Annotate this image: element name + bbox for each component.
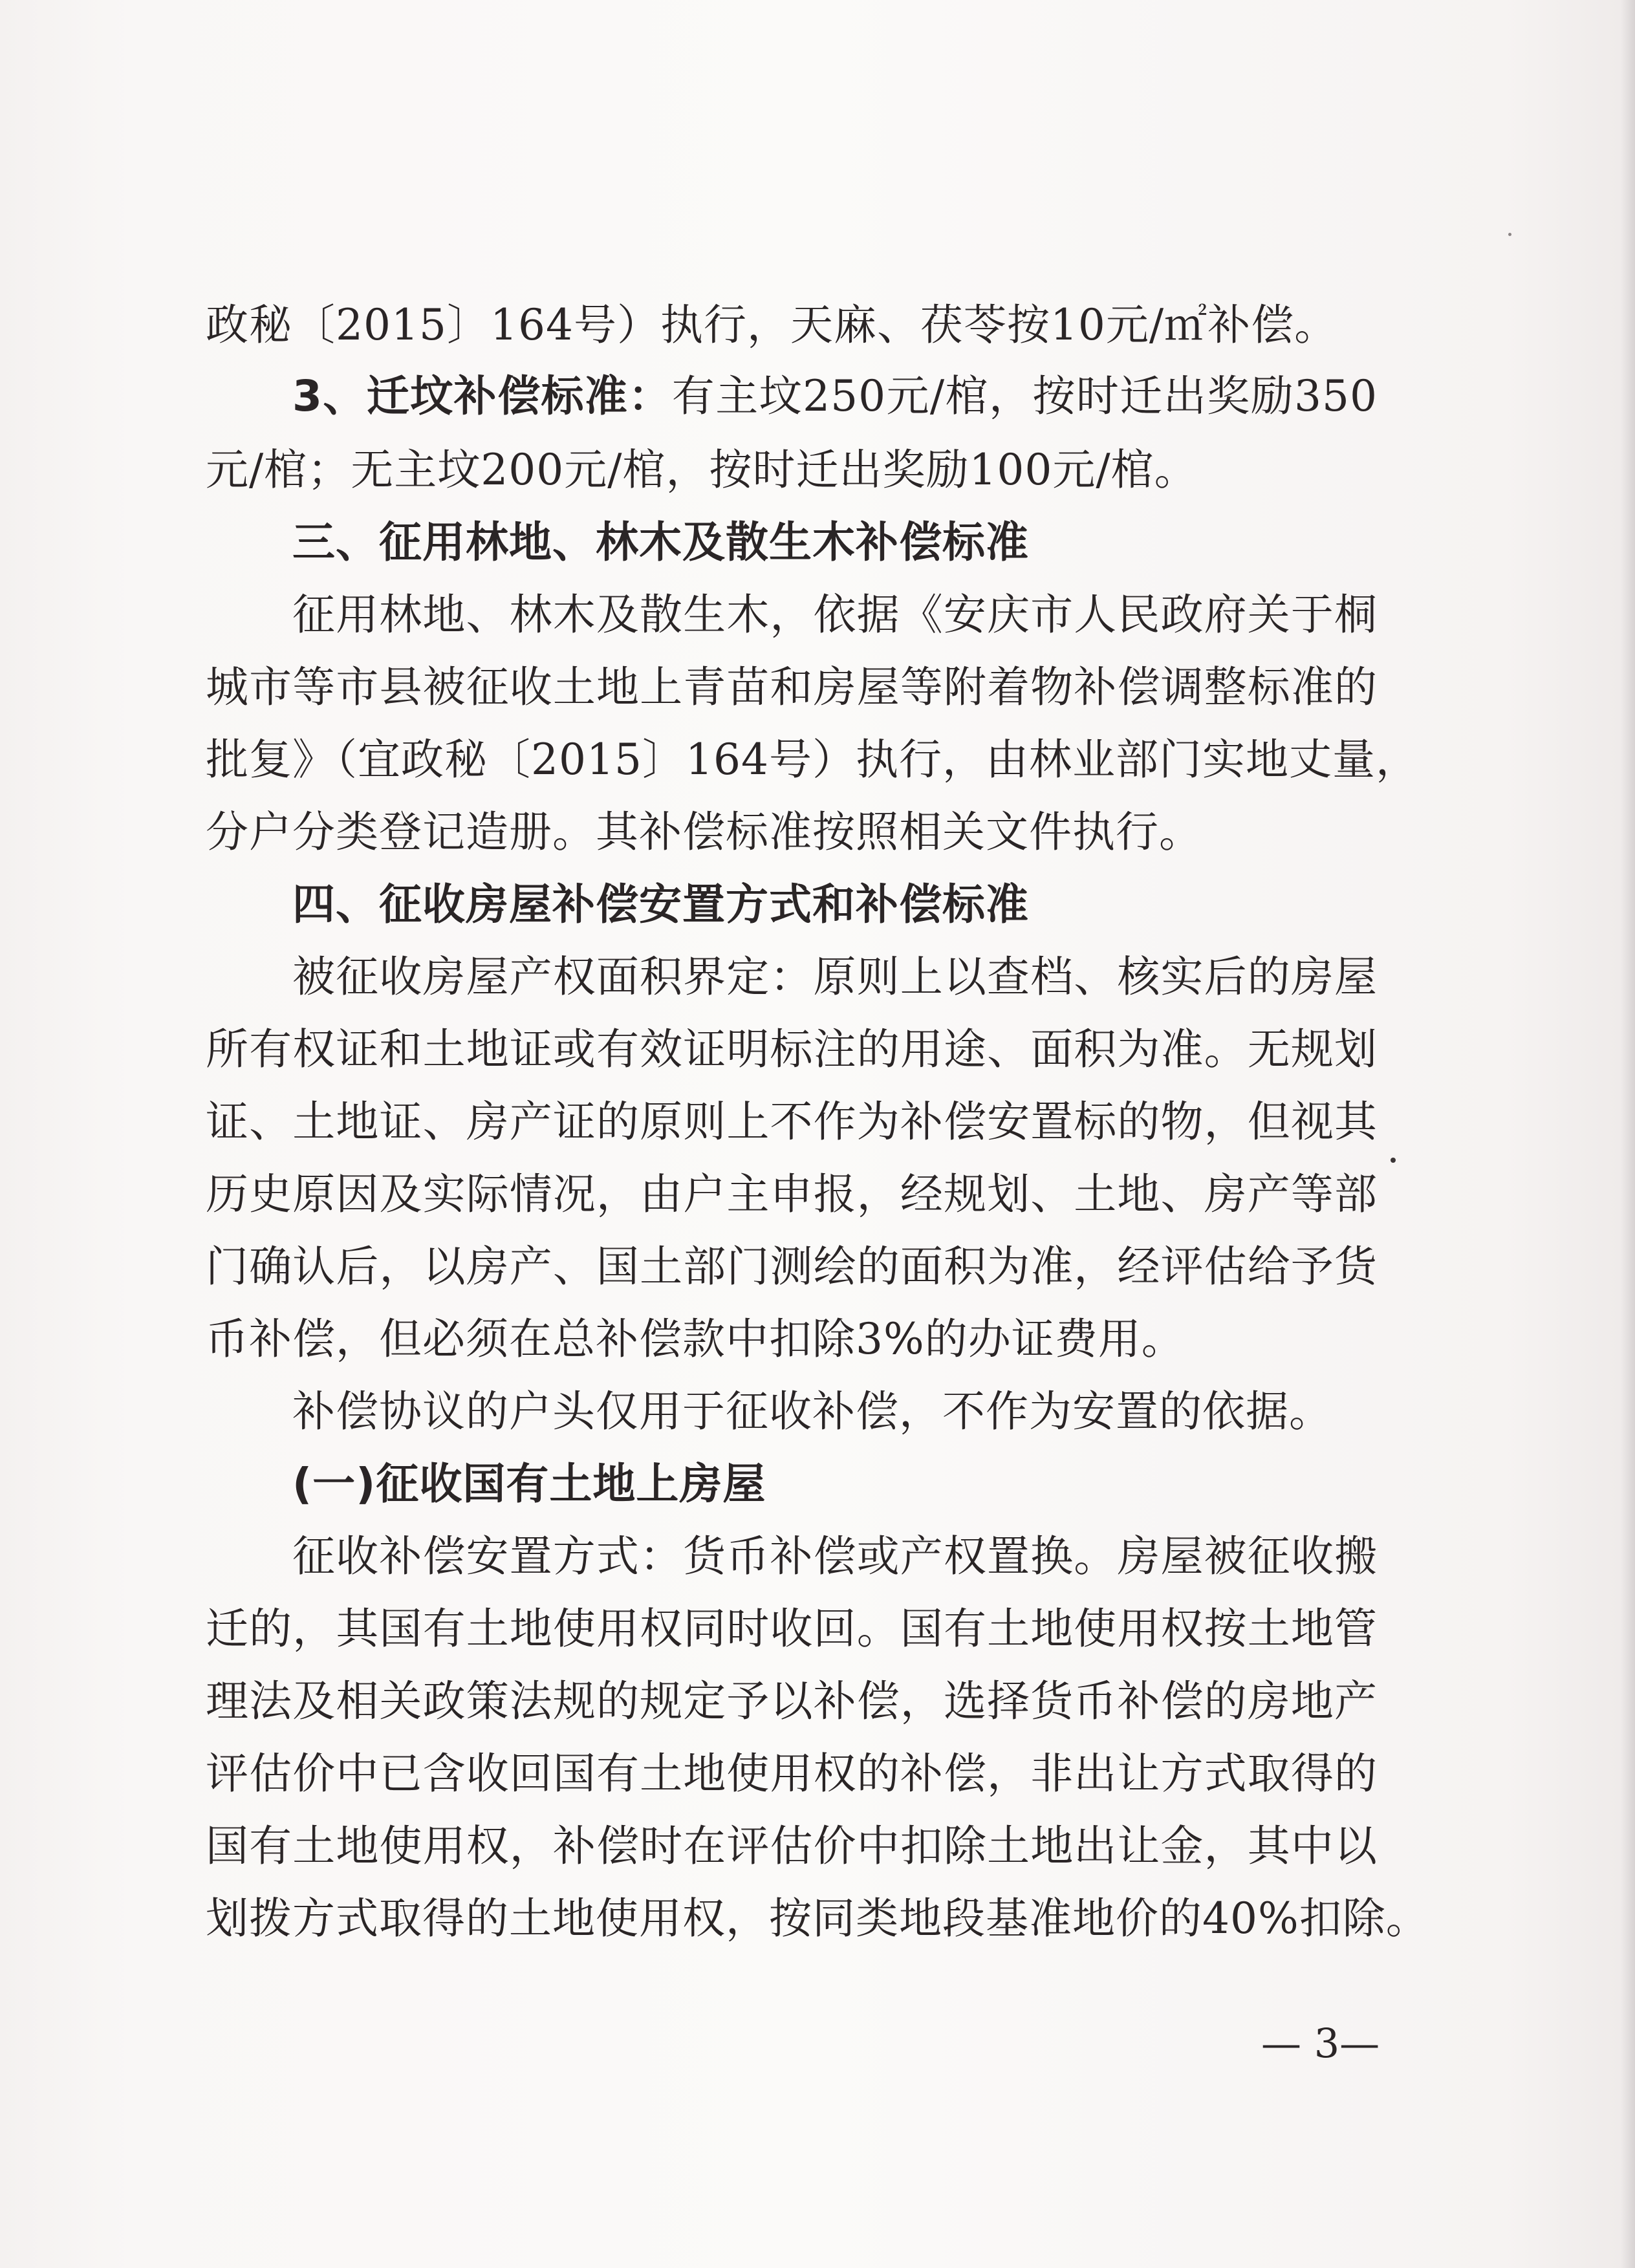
scan-edge-shadow bbox=[1621, 0, 1635, 2268]
section-heading-3: 三、征用林地、林木及散生木补偿标准 bbox=[292, 517, 1029, 567]
text-line-13: 历史原因及实际情况，由户主申报，经规划、土地、房产等部 bbox=[206, 1169, 1378, 1219]
text-line-12: 证、土地证、房产证的原则上不作为补偿安置标的物，但视其 bbox=[206, 1097, 1378, 1147]
scan-speck bbox=[1508, 233, 1511, 236]
text-line-3: 元/棺；无主坟200元/棺，按时迁出奖励100元/棺。 bbox=[206, 445, 1198, 495]
section-heading-4: 四、征收房屋补偿安置方式和补偿标准 bbox=[292, 880, 1029, 929]
text-line-10: 被征收房屋产权面积界定：原则上以查档、核实后的房屋 bbox=[292, 952, 1378, 1002]
text-line-20: 理法及相关政策法规的规定予以补偿，选择货币补偿的房地产 bbox=[206, 1676, 1378, 1726]
scan-speck bbox=[1391, 1158, 1396, 1163]
text-line-8: 分户分类登记造册。其补偿标准按照相关文件执行。 bbox=[206, 807, 1202, 857]
text-line-5: 征用林地、林木及散生木，依据《安庆市人民政府关于桐 bbox=[292, 590, 1378, 640]
text-line-11: 所有权证和土地证或有效证明标注的用途、面积为准。无规划 bbox=[206, 1024, 1378, 1074]
text-line-1: 政秘〔2015〕164号）执行，天麻、茯苓按10元/㎡补偿。 bbox=[206, 300, 1338, 350]
text-line-7: 批复》（宜政秘〔2015〕164号）执行，由林业部门实地丈量， bbox=[206, 735, 1419, 784]
text-line-19: 迁的，其国有土地使用权同时收回。国有土地使用权按土地管 bbox=[206, 1604, 1378, 1654]
text-line-21: 评估价中已含收回国有土地使用权的补偿，非出让方式取得的 bbox=[206, 1749, 1378, 1798]
text-line-23: 划拨方式取得的土地使用权，按同类地段基准地价的40%扣除。 bbox=[206, 1894, 1429, 1943]
text-line-14: 门确认后，以房产、国土部门测绘的面积为准，经评估给予货 bbox=[206, 1242, 1378, 1291]
text-line-16: 补偿协议的户头仅用于征收补偿，不作为安置的依据。 bbox=[292, 1387, 1332, 1436]
text-line-18: 征收补偿安置方式：货币补偿或产权置换。房屋被征收搬 bbox=[292, 1531, 1378, 1581]
text-line-15: 币补偿，但必须在总补偿款中扣除3%的办证费用。 bbox=[206, 1314, 1185, 1364]
text-line-6: 城市等市县被征收土地上青苗和房屋等附着物补偿调整标准的 bbox=[206, 662, 1378, 712]
text-line-22: 国有土地使用权，补偿时在评估价中扣除土地出让金，其中以 bbox=[206, 1821, 1378, 1871]
grave-relocation-heading: 3、迁坟补偿标准： bbox=[292, 371, 672, 421]
text-line-2 bbox=[292, 367, 1378, 426]
subsection-heading-1: (一)征收国有土地上房屋 bbox=[292, 1459, 766, 1509]
grave-relocation-rates: 有主坟250元/棺，按时迁出奖励350 bbox=[671, 371, 1378, 421]
page-number: — 3— bbox=[1261, 2020, 1380, 2067]
